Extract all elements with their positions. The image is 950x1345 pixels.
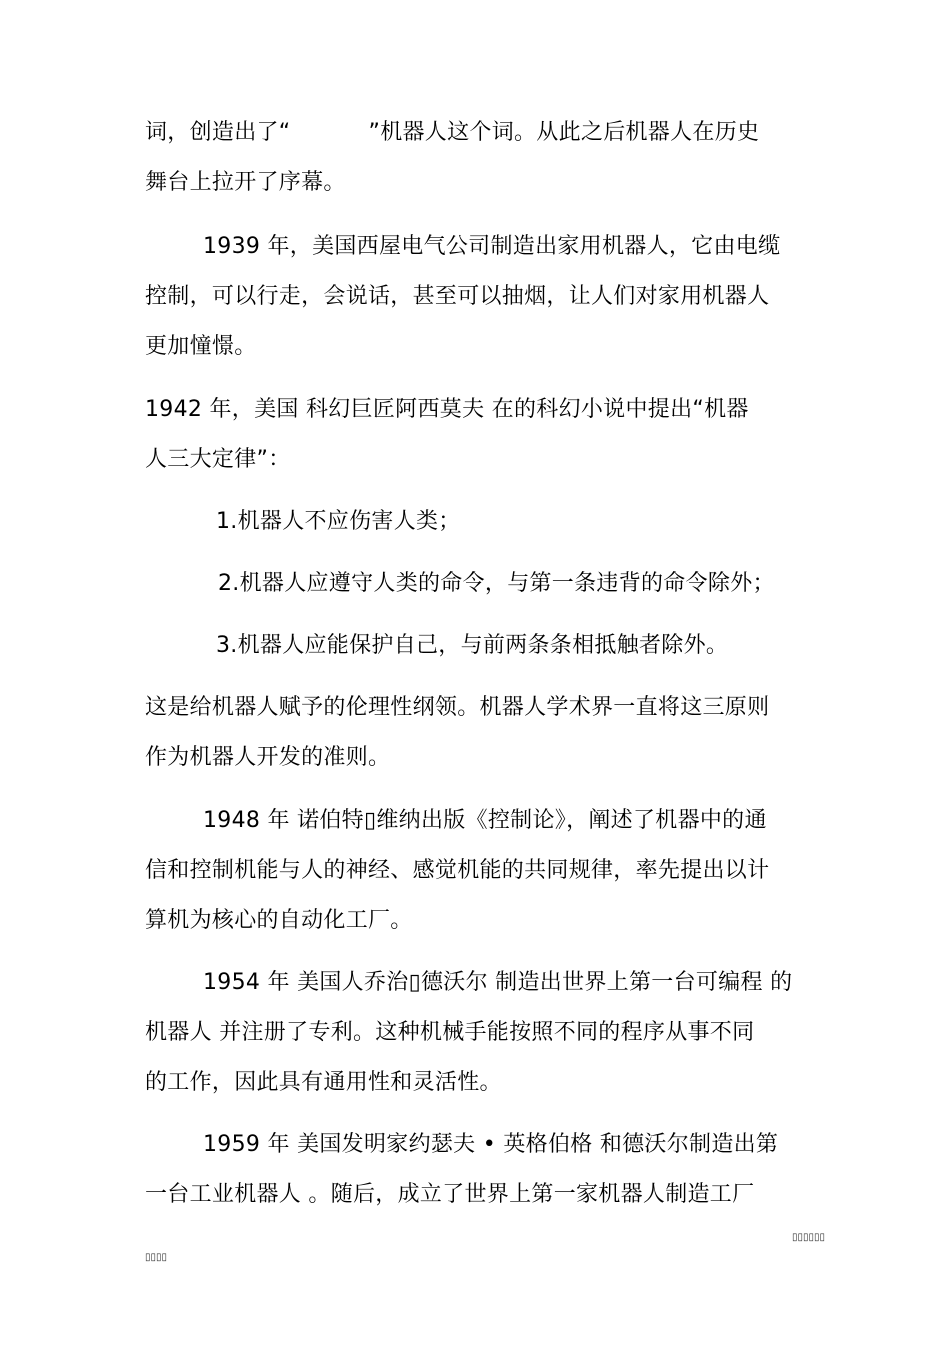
text-line-12: 作为机器人开发的准则。 <box>145 745 391 770</box>
text-line-14: 信和控制机能与人的神经、感觉机能的共同规律，率先提出以计 <box>145 858 770 883</box>
text-line-17: 机器人 并注册了专利。这种机械手能按照不同的程序从事不同 <box>145 1020 755 1045</box>
text-line-6: 1942 年，美国 科幻巨匠阿西莫夫 在的科幻小说中提出“机器 <box>145 397 749 422</box>
footer-right-text: ▯▯▯▯▯▯ <box>792 1232 826 1243</box>
footer-left-text: ▯▯▯▯ <box>145 1252 168 1263</box>
text-line-13: 1948 年 诺伯特▯维纳出版《控制论》，阐述了机器中的通 <box>203 808 767 833</box>
law-item-1: 1.机器人不应伤害人类； <box>216 509 461 534</box>
text-line-19: 1959 年 美国发明家约瑟夫 • 英格伯格 和德沃尔制造出第 <box>203 1132 779 1157</box>
text-line-7: 人三大定律”： <box>145 447 291 472</box>
text-line-1-part-2: ”机器人这个词。从此之后机器人在历史 <box>368 120 760 145</box>
text-line-15: 算机为核心的自动化工厂。 <box>145 908 413 933</box>
text-line-20: 一台工业机器人 。随后，成立了世界上第一家机器人制造工厂 <box>145 1182 755 1207</box>
text-line-1 <box>145 118 759 148</box>
text-line-18: 的工作，因此具有通用性和灵活性。 <box>145 1070 502 1095</box>
text-line-1-part-1: 词，创造出了“ <box>145 120 291 145</box>
text-line-3: 1939 年，美国西屋电气公司制造出家用机器人，它由电缆 <box>203 234 781 259</box>
text-line-11: 这是给机器人赋予的伦理性纲领。机器人学术界一直将这三原则 <box>145 695 770 720</box>
text-line-16: 1954 年 美国人乔治▯德沃尔 制造出世界上第一台可编程 的 <box>203 970 793 995</box>
text-line-2: 舞台上拉开了序幕。 <box>145 170 346 195</box>
law-item-3: 3.机器人应能保护自己，与前两条条相抵触者除外。 <box>216 633 729 658</box>
law-item-2: 2.机器人应遵守人类的命令，与第一条违背的命令除外； <box>218 571 775 596</box>
text-line-4: 控制，可以行走，会说话，甚至可以抽烟，让人们对家用机器人 <box>145 284 770 309</box>
text-line-5: 更加憧憬。 <box>145 334 257 359</box>
